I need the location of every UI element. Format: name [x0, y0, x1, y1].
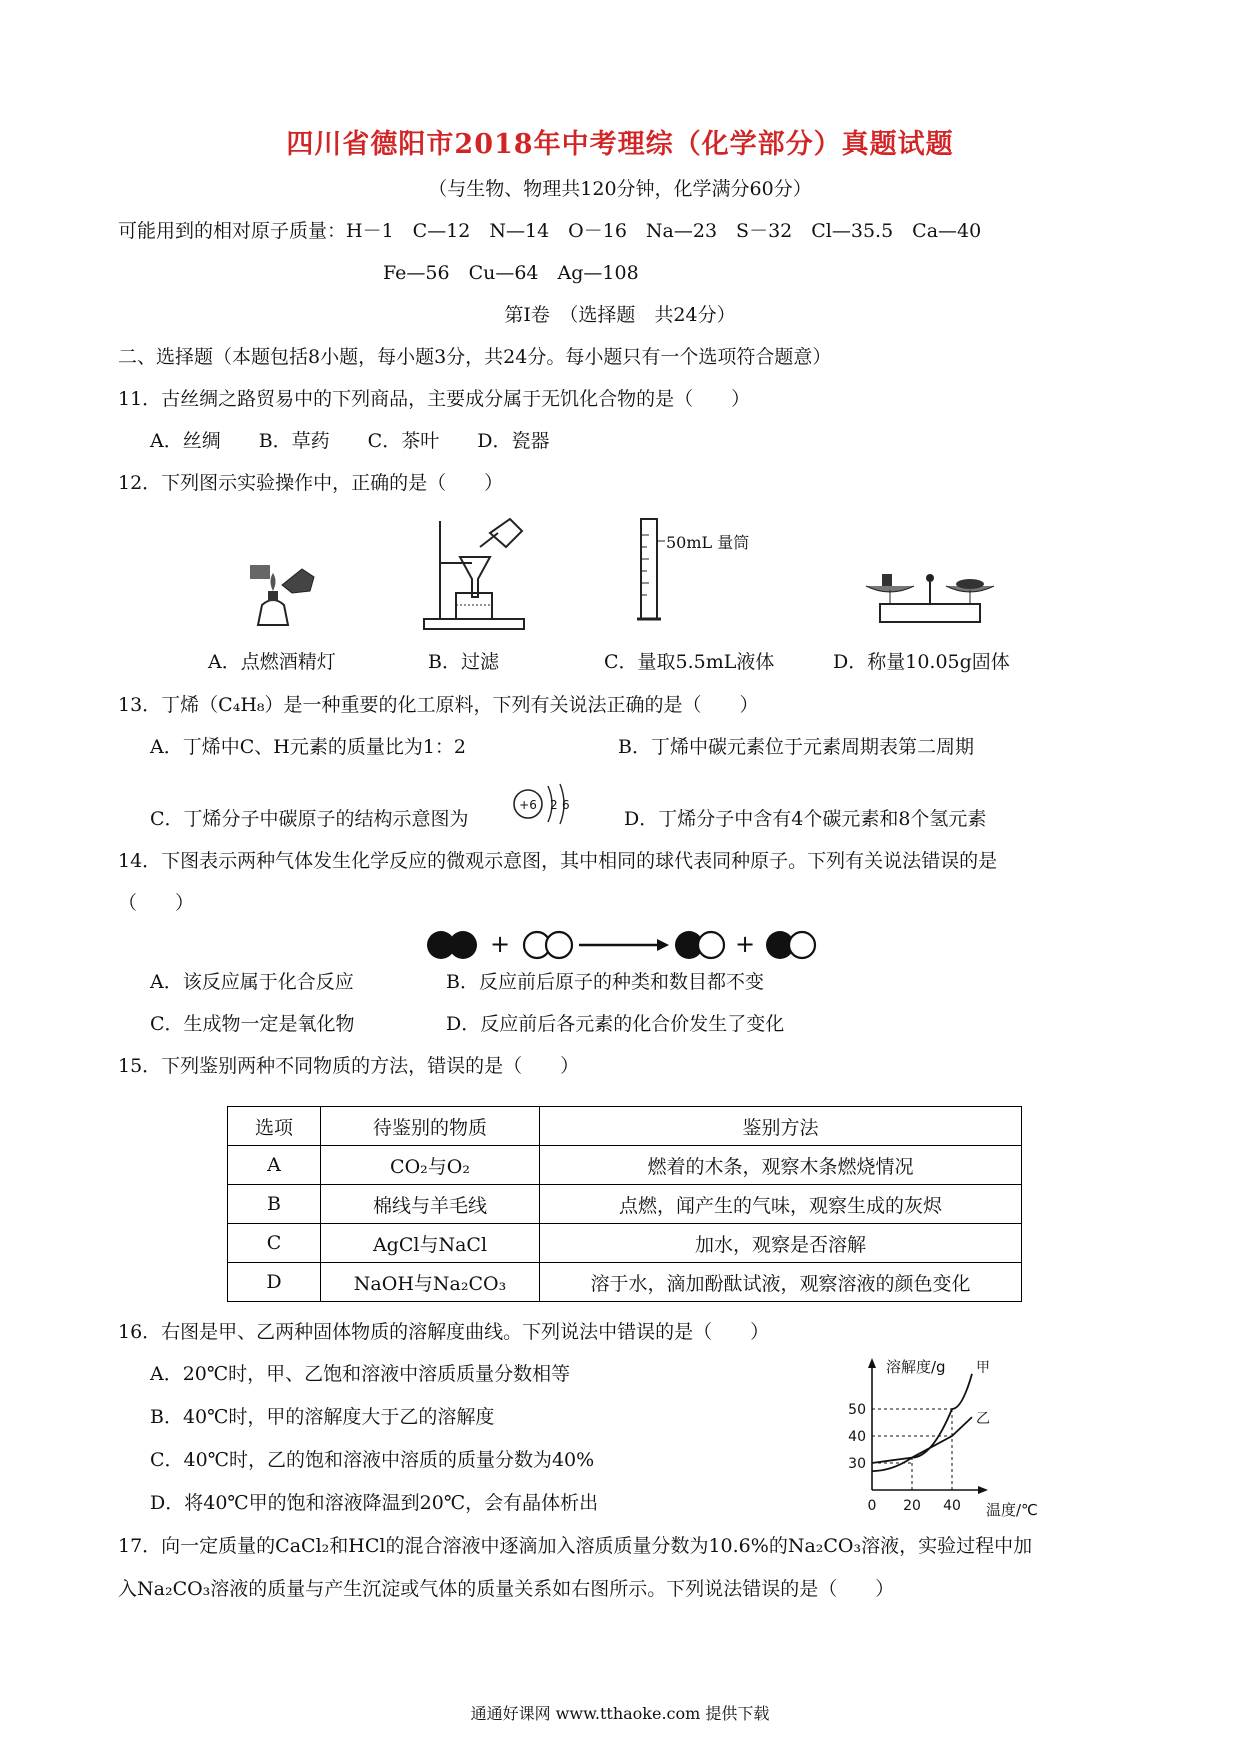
- series-label: 乙: [976, 1411, 990, 1428]
- carbon-atom-diagram: [512, 780, 576, 828]
- y-tick-label: 40: [848, 1429, 866, 1445]
- section-instructions: 二、选择题（本题包括8小题，每小题3分，共24分。每小题只有一个选项符合题意）: [118, 346, 832, 368]
- q12-stem: 12．下列图示实验操作中，正确的是（ ）: [118, 472, 504, 494]
- atomic-masses-line2: Fe—56 Cu—64 Ag—108: [383, 262, 639, 284]
- q17-line2: 入Na₂CO₃溶液的质量与产生沉淀或气体的质量关系如右图所示。下列说法错误的是（ ）: [118, 1578, 895, 1600]
- graduated-cylinder-illustration: [635, 515, 665, 633]
- x-tick-label: 0: [867, 1498, 877, 1514]
- table-row: [228, 1185, 1022, 1224]
- table-cell: A: [228, 1146, 321, 1185]
- table-row: [228, 1146, 1022, 1185]
- y-tick-label: 30: [848, 1456, 866, 1472]
- column-header: 待鉴别的物质: [321, 1107, 540, 1146]
- q14-stem: 14．下图表示两种气体发生化学反应的微观示意图，其中相同的球代表同种原子。下列有关说法错误的是: [118, 850, 998, 872]
- subtitle: （与生物、物理共120分钟，化学满分60分）: [428, 178, 812, 200]
- q12-option-a: A．点燃酒精灯: [208, 651, 336, 673]
- table-cell: NaOH与Na₂CO₃: [321, 1263, 540, 1302]
- q16-option-d: D．将40℃甲的饱和溶液降温到20℃，会有晶体析出: [150, 1492, 599, 1514]
- balance-illustration: [860, 558, 1000, 630]
- x-axis-label: 温度/℃: [986, 1501, 1038, 1519]
- q13-option-b: B．丁烯中碳元素位于元素周期表第二周期: [618, 736, 974, 758]
- x-axis-arrow: [978, 1486, 988, 1494]
- atomic-masses-line1: 可能用到的相对原子质量：H－1 C—12 N—14 O－16 Na—23 S－32 Cl—35.5 Ca—40: [118, 220, 982, 242]
- q12-option-c: C．量取5.5mL液体: [604, 651, 775, 673]
- table-cell: 溶于水，滴加酚酞试液，观察溶液的颜色变化: [540, 1263, 1022, 1302]
- x-tick-label: 40: [943, 1498, 961, 1514]
- table-cell: C: [228, 1224, 321, 1263]
- table-cell: 加水，观察是否溶解: [540, 1224, 1022, 1263]
- nucleus-label: +6: [519, 798, 537, 812]
- svg-text:+: +: [734, 930, 756, 958]
- q13-option-a: A．丁烯中C、H元素的质量比为1：2: [150, 736, 467, 758]
- table-header-row: [228, 1107, 1022, 1146]
- q11-stem: 11．古丝绸之路贸易中的下列商品，主要成分属于无饥化合物的是（ ）: [118, 388, 751, 410]
- table-cell: 燃着的木条，观察木条燃烧情况: [540, 1146, 1022, 1185]
- q11-options: A．丝绸 B．草药 C．茶叶 D．瓷器: [150, 430, 550, 452]
- q13-option-c: C．丁烯分子中碳原子的结构示意图为: [150, 808, 469, 830]
- table-row: [228, 1263, 1022, 1302]
- q12-option-b: B．过滤: [428, 651, 499, 673]
- column-header: 鉴别方法: [540, 1107, 1022, 1146]
- q14-option-d: D．反应前后各元素的化合价发生了变化: [446, 1013, 785, 1035]
- section-header: 第Ⅰ卷 （选择题 共24分）: [504, 304, 736, 326]
- q14-option-a: A．该反应属于化合反应: [150, 971, 354, 993]
- series-line-jia: [872, 1374, 972, 1471]
- series-line-yi: [872, 1417, 972, 1463]
- svg-text:+: +: [489, 930, 511, 958]
- q16-option-c: C．40℃时，乙的饱和溶液中溶质的质量分数为40%: [150, 1449, 595, 1471]
- y-axis-label: 溶解度/g: [886, 1358, 946, 1376]
- q13-option-d: D．丁烯分子中含有4个碳元素和8个氢元素: [624, 808, 987, 830]
- q15-table: [227, 1106, 1022, 1302]
- q13-stem: 13．丁烯（C₄H₈）是一种重要的化工原料，下列有关说法正确的是（ ）: [118, 694, 759, 716]
- q14-option-c: C．生成物一定是氧化物: [150, 1013, 355, 1035]
- page-title: 四川省德阳市2018年中考理综（化学部分）真题试题: [286, 129, 954, 160]
- table-cell: 棉线与羊毛线: [321, 1185, 540, 1224]
- q16-option-b: B．40℃时，甲的溶解度大于乙的溶解度: [150, 1406, 495, 1428]
- q14-stem-paren: （ ）: [118, 892, 195, 914]
- table-cell: D: [228, 1263, 321, 1302]
- solubility-chart: [840, 1350, 1060, 1520]
- q12-option-d: D．称量10.05g固体: [833, 651, 1010, 673]
- alcohol-lamp-illustration: [240, 555, 320, 633]
- shell-2-label: 6: [562, 798, 570, 812]
- y-tick-label: 50: [848, 1402, 866, 1418]
- table-cell: AgCl与NaCl: [321, 1224, 540, 1263]
- q17-line1: 17．向一定质量的CaCl₂和HCl的混合溶液中逐滴加入溶质质量分数为10.6%的Na₂CO₃溶液，实验过程中加: [118, 1535, 1033, 1557]
- filtration-illustration: [420, 513, 540, 633]
- cylinder-label: 50mL 量筒: [666, 533, 750, 552]
- q16-stem: 16．右图是甲、乙两种固体物质的溶解度曲线。下列说法中错误的是（ ）: [118, 1321, 770, 1343]
- table-cell: B: [228, 1185, 321, 1224]
- table-cell: CO₂与O₂: [321, 1146, 540, 1185]
- reaction-diagram: [425, 924, 825, 966]
- table-row: [228, 1224, 1022, 1263]
- q14-option-b: B．反应前后原子的种类和数目都不变: [446, 971, 764, 993]
- series-label: 甲: [976, 1359, 990, 1376]
- y-axis-arrow: [868, 1358, 876, 1368]
- q15-stem: 15．下列鉴别两种不同物质的方法，错误的是（ ）: [118, 1055, 580, 1077]
- column-header: 选项: [228, 1107, 321, 1146]
- footer: 通通好课网 www.tthaoke.com 提供下载: [470, 1704, 770, 1723]
- shell-1-label: 2: [550, 798, 558, 812]
- table-cell: 点燃，闻产生的气味，观察生成的灰烬: [540, 1185, 1022, 1224]
- q16-option-a: A．20℃时，甲、乙饱和溶液中溶质质量分数相等: [150, 1363, 571, 1385]
- x-tick-label: 20: [903, 1498, 921, 1514]
